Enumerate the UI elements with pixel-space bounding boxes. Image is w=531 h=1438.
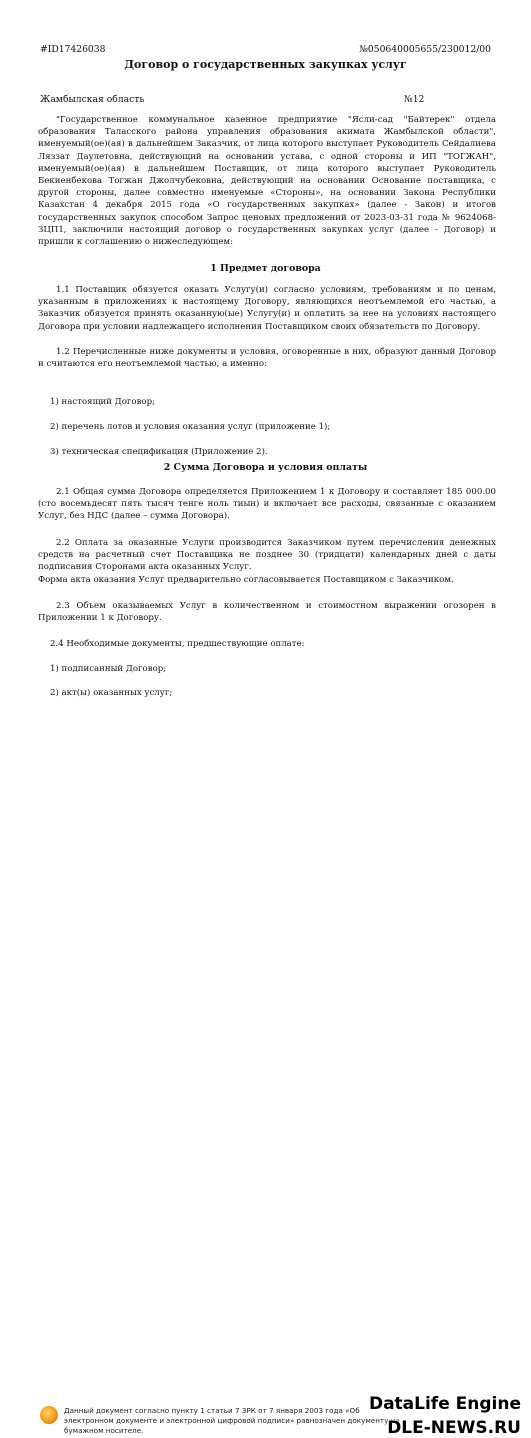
- footer-note: Данный документ согласно пункту 1 статьи 7 ЗРК от 7 января 2003 года «Об электронном документе и электронной цифровой подписи» равнозначен документу на бумажном носителе.: [64, 1406, 400, 1435]
- region: Жамбылская область: [40, 94, 145, 105]
- section1-item-2: 2) перечень лотов и условия оказания услуг (приложение 1);: [50, 422, 331, 432]
- section2-paragraph-4: 2.4 Необходимые документы, предшествующие оплате:: [50, 639, 305, 649]
- section2-p2-block: [38, 537, 496, 586]
- section1-title: 1 Предмет договора: [210, 263, 321, 274]
- registration-number: №050640005655/230012/00: [359, 44, 491, 55]
- section2-p1-block: [38, 486, 496, 523]
- section2-paragraph-1: 2.1 Общая сумма Договора определяется Приложением 1 к Договору и составляет 185 000.00 (сто восемьдесят пять тысяч тенге ноль тиын) и включает все расходы, связанные с оказанием Услуг, без НДС (далее – сумма Договора).: [38, 487, 496, 522]
- preamble: "Государственное коммунальное казенное предприятие "Ясли-сад "Байтерек" отдела образования Таласского района управления образования акимата Жамбылской области", именуемый(ое)(ая) в дальнейшем Заказчик, от лица которого выступает Руководитель Сейдалиева Ляззат Даулетовна, действующий на основании устава, с одной стороны и ИП "ТОГЖАН", именуемый(ое)(ая) в дальнейшем Поставщик, от лица которого выступает Руководитель Бекиенбекова Тогжан Джолчубековна, действующий на основании Основание поставщика, с другой стороны, далее совместно именуемые «Стороны», на основании Закона Республики Казахстан 4 декабря 2015 года «О государственных закупках» (далее - Закон) и итогов государственных закупок способом Запрос ценовых предложений от 2023-03-31 года № 9624068-ЗЦП1, заключили настоящий договор о государственных закупках услуг (далее - Договор) и пришли к соглашению о нижеследующем:: [38, 115, 496, 248]
- seal-icon: [40, 1406, 58, 1424]
- section1-p2-block: [38, 346, 496, 370]
- footer: [0, 700, 531, 1438]
- watermark-datalife: DataLife Engine: [368, 1394, 521, 1414]
- section2-paragraph-2: 2.2 Оплата за оказанные Услуги производится Заказчиком путем перечисления денежных средств на расчетный счет Поставщика не позднее 30 (тридцати) календарных дней с даты подписания Сторонами акта оказанных Услуг.: [38, 538, 496, 573]
- section1-paragraph-1: 1.1 Поставщик обязуется оказать Услугу(и) согласно условиям, требованиям и по ценам, указанным в приложениях к настоящему Договору, являющихся неотъемлемой его частью, а Заказчик обязуется принять оказанную(ые) Услугу(и) и оплатить за нее на условиях настоящего Договора при условии надлежащего исполнения Поставщиком своих обязательств по Договору.: [38, 285, 496, 332]
- section1-paragraph-2: 1.2 Перечисленные ниже документы и условия, оговоренные в них, образуют данный Договор и считаются его неотъемлемой частью, а именно:: [38, 347, 496, 370]
- section1-item-1: 1) настоящий Договор;: [50, 397, 155, 407]
- document-title: Договор о государственных закупках услуг: [124, 58, 407, 71]
- preamble-block: [38, 114, 496, 248]
- section2-paragraph-2b: Форма акта оказания Услуг предварительно согласовывается Поставщиком с Заказчиком.: [38, 574, 454, 585]
- contract-number: №12: [404, 94, 425, 105]
- document-id: #ID17426038: [40, 44, 106, 55]
- section1-p1-block: [38, 284, 496, 333]
- section2-item-1: 1) подписанный Договор;: [50, 664, 167, 674]
- watermark-site: DLE-NEWS.RU: [387, 1418, 521, 1438]
- section2-item-2: 2) акт(ы) оказанных услуг;: [50, 688, 173, 698]
- section2-paragraph-3: 2.3 Объем оказываемых Услуг в количественном и стоимостном выражении огозорен в Приложении 1 к Договору.: [38, 601, 496, 624]
- section2-title: 2 Сумма Договора и условия оплаты: [163, 462, 368, 473]
- section2-p3-block: [38, 600, 496, 624]
- section1-item-3: 3) техническая спецификация (Приложение 2).: [50, 447, 268, 457]
